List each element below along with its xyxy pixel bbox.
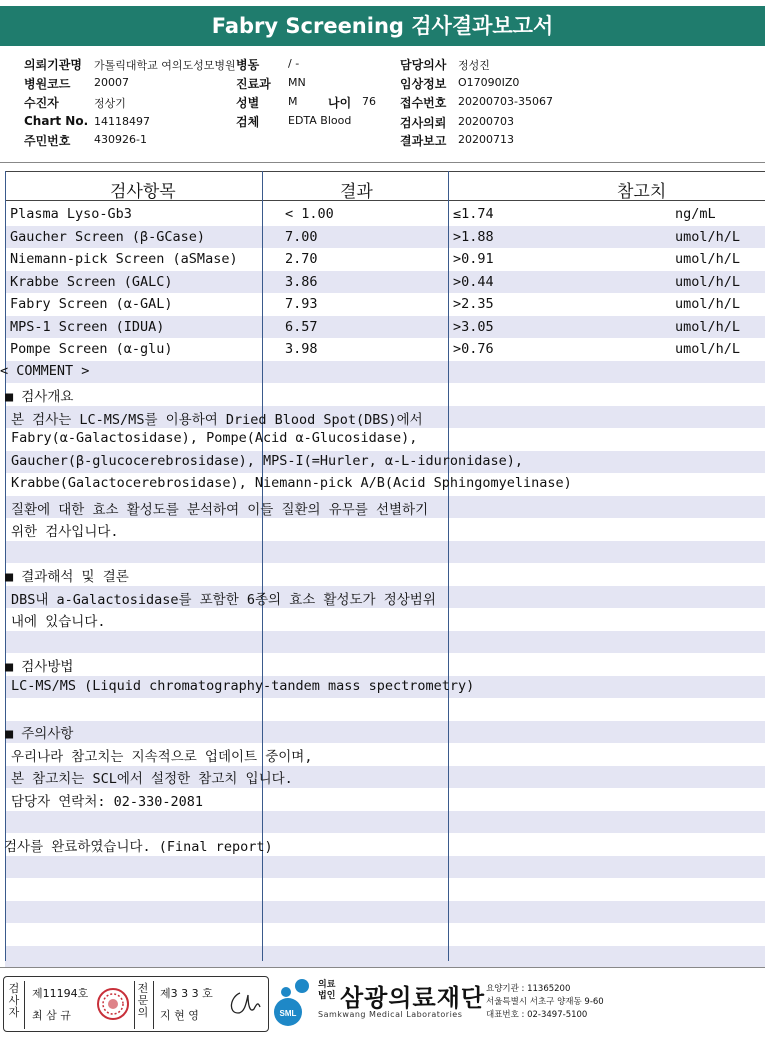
specialist-no: 제3 3 3 호 (160, 987, 213, 1000)
institution-value: 가톨릭대학교 여의도성모병원 (94, 59, 236, 72)
table-row (5, 271, 765, 294)
method-title: ■ 검사방법 (5, 659, 74, 675)
results-table (0, 165, 765, 963)
tester-name: 최 삼 규 (32, 1009, 71, 1022)
clinical-info-label: 임상정보 (400, 77, 447, 91)
chart-label: Chart No. (24, 114, 89, 128)
method-line: LC-MS/MS (Liquid chromatography-tandem mass spectrometry) (11, 678, 475, 694)
sml-logo-text: SML (279, 1009, 297, 1018)
table-row (5, 338, 765, 361)
row-ref: >3.05 (453, 318, 494, 335)
stripe-row (5, 653, 765, 676)
row-item: Krabbe Screen (GALC) (10, 273, 173, 290)
row-ref: >2.35 (453, 296, 494, 312)
patient-label: 수진자 (24, 96, 59, 110)
sml-logo-icon (272, 976, 316, 1032)
age-label: 나이 (328, 96, 352, 110)
caution-line: 담당자 연락처: 02-330-2081 (11, 794, 204, 810)
specialist-name: 지 현 영 (160, 1009, 199, 1022)
report-date-label: 결과보고 (400, 134, 447, 148)
row-result: 7.00 (285, 228, 318, 245)
row-ref: >1.88 (453, 228, 494, 245)
stripe-row (5, 946, 765, 969)
org-english-name: Samkwang Medical Laboratories (318, 1010, 463, 1019)
stripe-row (5, 923, 765, 946)
hospital-code-value: 20007 (94, 76, 129, 89)
org-tag: 의료법인 (318, 980, 336, 1001)
row-unit: ng/mL (675, 206, 716, 222)
footer (0, 970, 765, 1040)
row-result: 2.70 (285, 251, 318, 267)
row-ref: >0.91 (453, 251, 494, 267)
stripe-row (5, 878, 765, 901)
row-result: 7.93 (285, 296, 318, 312)
row-unit: umol/h/L (675, 273, 741, 290)
header-result: 결과 (340, 182, 373, 202)
row-item: Plasma Lyso-Gb3 (10, 206, 132, 222)
rrn-label: 주민번호 (24, 134, 71, 148)
divider (0, 162, 765, 163)
divider (0, 967, 765, 968)
row-result: 3.86 (285, 273, 318, 290)
row-ref: ≤1.74 (453, 206, 494, 222)
separator (153, 981, 154, 1029)
interp-line: 내에 있습니다. (11, 614, 106, 630)
table-header (5, 171, 765, 201)
ward-value: / - (288, 57, 300, 70)
row-item: Gaucher Screen (β-GCase) (10, 228, 206, 245)
sex-value: M (288, 95, 298, 108)
caution-title: ■ 주의사항 (5, 726, 74, 742)
seal-stamp-icon (96, 987, 130, 1021)
overview-line: Krabbe(Galactocerebrosidase), Niemann-pick A/B(Acid Sphingomyelinase) (11, 475, 572, 491)
stripe-row (5, 901, 765, 924)
row-unit: umol/h/L (675, 341, 741, 357)
final-note: 검사를 완료하였습니다. (Final report) (4, 839, 273, 855)
row-unit: umol/h/L (675, 296, 741, 312)
clinical-info-value: O17090IZ0 (458, 76, 520, 89)
signature-icon (226, 987, 262, 1021)
stripe-row (5, 721, 765, 744)
tester-label: 검사자 (8, 982, 20, 1019)
org-name: 삼광의료재단 (340, 984, 486, 1012)
header-reference: 참고치 (617, 182, 667, 202)
row-item: Niemann-pick Screen (aSMase) (10, 251, 238, 267)
institution-label: 의뢰기관명 (24, 58, 82, 72)
row-unit: umol/h/L (675, 228, 741, 245)
report-title: Fabry Screening 검사결과보고서 (0, 6, 765, 46)
patient-value: 정상기 (94, 97, 126, 110)
table-row (5, 316, 765, 339)
row-unit: umol/h/L (675, 318, 741, 335)
doctor-label: 담당의사 (400, 58, 447, 72)
chart-value: 14118497 (94, 115, 150, 128)
signature-box (3, 976, 269, 1032)
request-label: 검사의뢰 (400, 116, 447, 130)
specimen-label: 검체 (236, 115, 260, 129)
row-item: Pompe Screen (α-glu) (10, 341, 173, 357)
dept-value: MN (288, 76, 306, 89)
row-result: 6.57 (285, 318, 318, 335)
stripe-row (5, 631, 765, 654)
row-ref: >0.44 (453, 273, 494, 290)
receipt-value: 20200703-35067 (458, 95, 553, 108)
stripe-row (5, 698, 765, 721)
ward-label: 병동 (236, 58, 260, 72)
org-phone: 대표번호 : 02-3497-5100 (486, 1010, 588, 1020)
caution-line: 본 참고치는 SCL에서 설정한 참고치 입니다. (11, 771, 293, 787)
table-row (5, 248, 765, 271)
row-unit: umol/h/L (675, 251, 741, 267)
patient-info-block (0, 52, 765, 156)
age-value: 76 (362, 95, 376, 108)
table-row (5, 203, 765, 226)
stripe-row (5, 541, 765, 564)
table-row (5, 293, 765, 316)
receipt-label: 접수번호 (400, 96, 447, 110)
comment-header: < COMMENT > (0, 363, 90, 379)
stripe-row (5, 518, 765, 541)
overview-line: 질환에 대한 효소 활성도를 분석하여 이들 질환의 유무를 선별하기 (11, 502, 429, 518)
interp-title: ■ 결과해석 및 결론 (5, 569, 129, 585)
stripe-row (5, 856, 765, 879)
header-item: 검사항목 (110, 182, 176, 202)
doctor-value: 정성진 (458, 59, 490, 72)
tester-no: 제11194호 (32, 987, 89, 1000)
table-row (5, 226, 765, 249)
row-result: < 1.00 (285, 206, 334, 222)
stripe-row (5, 608, 765, 631)
stripe-row (5, 361, 765, 384)
row-result: 3.98 (285, 341, 318, 357)
report-date-value: 20200713 (458, 133, 514, 146)
overview-title: ■ 검사개요 (5, 389, 74, 405)
org-address: 서울특별시 서초구 양재동 9-60 (486, 997, 604, 1007)
hospital-code-label: 병원코드 (24, 77, 71, 91)
sex-label: 성별 (236, 96, 260, 110)
org-code: 요양기관 : 11365200 (486, 984, 571, 994)
caution-line: 우리나라 참고치는 지속적으로 업데이트 중이며, (11, 749, 313, 765)
row-item: MPS-1 Screen (IDUA) (10, 318, 165, 335)
dept-label: 진료과 (236, 77, 271, 91)
row-item: Fabry Screen (α-GAL) (10, 296, 173, 312)
stripe-row (5, 383, 765, 406)
overview-line: 위한 검사입니다. (11, 524, 119, 540)
rrn-value: 430926-1 (94, 133, 147, 146)
specimen-value: EDTA Blood (288, 114, 352, 127)
interp-line: DBS내 a-Galactosidase를 포함한 6종의 효소 활성도가 정상범위 (11, 592, 436, 608)
separator (24, 981, 25, 1029)
stripe-row (5, 811, 765, 834)
overview-line: Fabry(α-Galactosidase), Pompe(Acid α-Glucosidase), (11, 430, 418, 446)
specialist-label: 전문의 (137, 982, 149, 1019)
overview-line: Gaucher(β-glucocerebrosidase), MPS-I(=Hurler, α-L-iduronidase), (11, 453, 524, 469)
overview-line: 본 검사는 LC-MS/MS를 이용하여 Dried Blood Spot(DBS)에서 (11, 412, 423, 428)
row-ref: >0.76 (453, 341, 494, 357)
request-value: 20200703 (458, 115, 514, 128)
separator (134, 981, 135, 1029)
